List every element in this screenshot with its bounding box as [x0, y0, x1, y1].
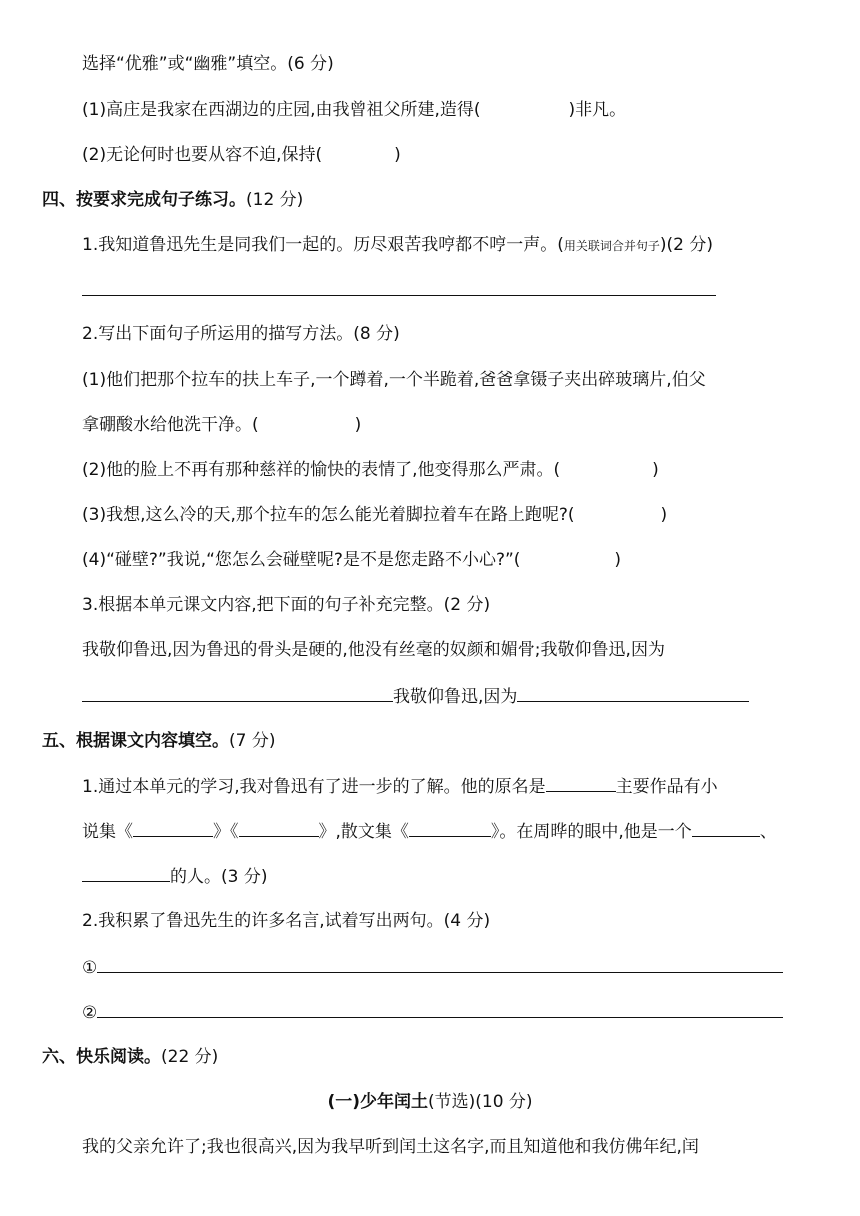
- question-4-3-blanks: 我敬仰鲁迅,因为: [82, 684, 749, 709]
- question-4-3: 3.根据本单元课文内容,把下面的句子补充完整。(2 分): [82, 595, 491, 615]
- answer-blank[interactable]: [97, 955, 783, 973]
- question-4-3-text: 我敬仰鲁迅,因为鲁迅的骨头是硬的,他没有丝毫的奴颜和媚骨;我敬仰鲁迅,因为: [82, 640, 665, 660]
- answer-blank[interactable]: [239, 819, 319, 837]
- reading-passage: 我的父亲允许了;我也很高兴,因为我早听到闰土这名字,而且知道他和我仿佛年纪,闰: [82, 1137, 699, 1157]
- question-5-1-end: 的人。(3 分): [82, 864, 267, 889]
- question-4-2-4: (4)“碰壁?”我说,“您怎么会碰壁呢?是不是您走路不小心?”( ): [82, 550, 622, 570]
- answer-blank[interactable]: [692, 819, 760, 837]
- answer-blank[interactable]: [517, 684, 749, 702]
- answer-blank[interactable]: [546, 774, 616, 792]
- question-5-1: 1.通过本单元的学习,我对鲁迅有了进一步的了解。他的原名是 主要作品有小: [82, 774, 718, 799]
- question-5-2: 2.我积累了鲁迅先生的许多名言,试着写出两句。(4 分): [82, 911, 491, 931]
- section-6-heading: 六、快乐阅读。(22 分): [42, 1047, 219, 1067]
- answer-blank[interactable]: [409, 819, 491, 837]
- answer-blank[interactable]: [133, 819, 213, 837]
- question-4-2-1: (1)他们把那个拉车的扶上车子,一个蹲着,一个半跪着,爸爸拿镊子夹出碎玻璃片,伯父: [82, 370, 706, 390]
- question-3-1: (1)高庄是我家在西湖边的庄园,由我曾祖父所建,造得( )非凡。: [82, 100, 627, 120]
- answer-blank[interactable]: [97, 1000, 783, 1018]
- instruction-choose-word: 选择“优雅”或“幽雅”填空。(6 分): [82, 54, 334, 74]
- question-4-2-3: (3)我想,这么冷的天,那个拉车的怎么能光着脚拉着车在路上跑呢?( ): [82, 505, 668, 525]
- answer-line-quote-1: ①: [82, 955, 783, 980]
- answer-line-4-1[interactable]: [82, 278, 716, 303]
- reading-title: (一)少年闰土(节选)(10 分): [327, 1092, 533, 1112]
- question-5-1-cont: 说集《 》《 》,散文集《 》。在周晔的眼中,他是一个 、: [82, 819, 777, 844]
- answer-blank[interactable]: [82, 684, 393, 702]
- question-4-2: 2.写出下面句子所运用的描写方法。(8 分): [82, 324, 400, 344]
- section-5-heading: 五、根据课文内容填空。(7 分): [42, 731, 276, 751]
- section-4-heading: 四、按要求完成句子练习。(12 分): [42, 190, 304, 210]
- question-4-2-1-cont: 拿硼酸水给他洗干净。( ): [82, 415, 362, 435]
- question-4-2-2: (2)他的脸上不再有那种慈祥的愉快的表情了,他变得那么严肃。( ): [82, 460, 659, 480]
- question-3-2: (2)无论何时也要从容不迫,保持( ): [82, 145, 401, 165]
- answer-blank[interactable]: [82, 864, 170, 882]
- question-4-1: 1.我知道鲁迅先生是同我们一起的。历尽艰苦我哼都不哼一声。(用关联词合并句子)(2 分): [82, 235, 713, 255]
- answer-line-quote-2: ②: [82, 1000, 783, 1025]
